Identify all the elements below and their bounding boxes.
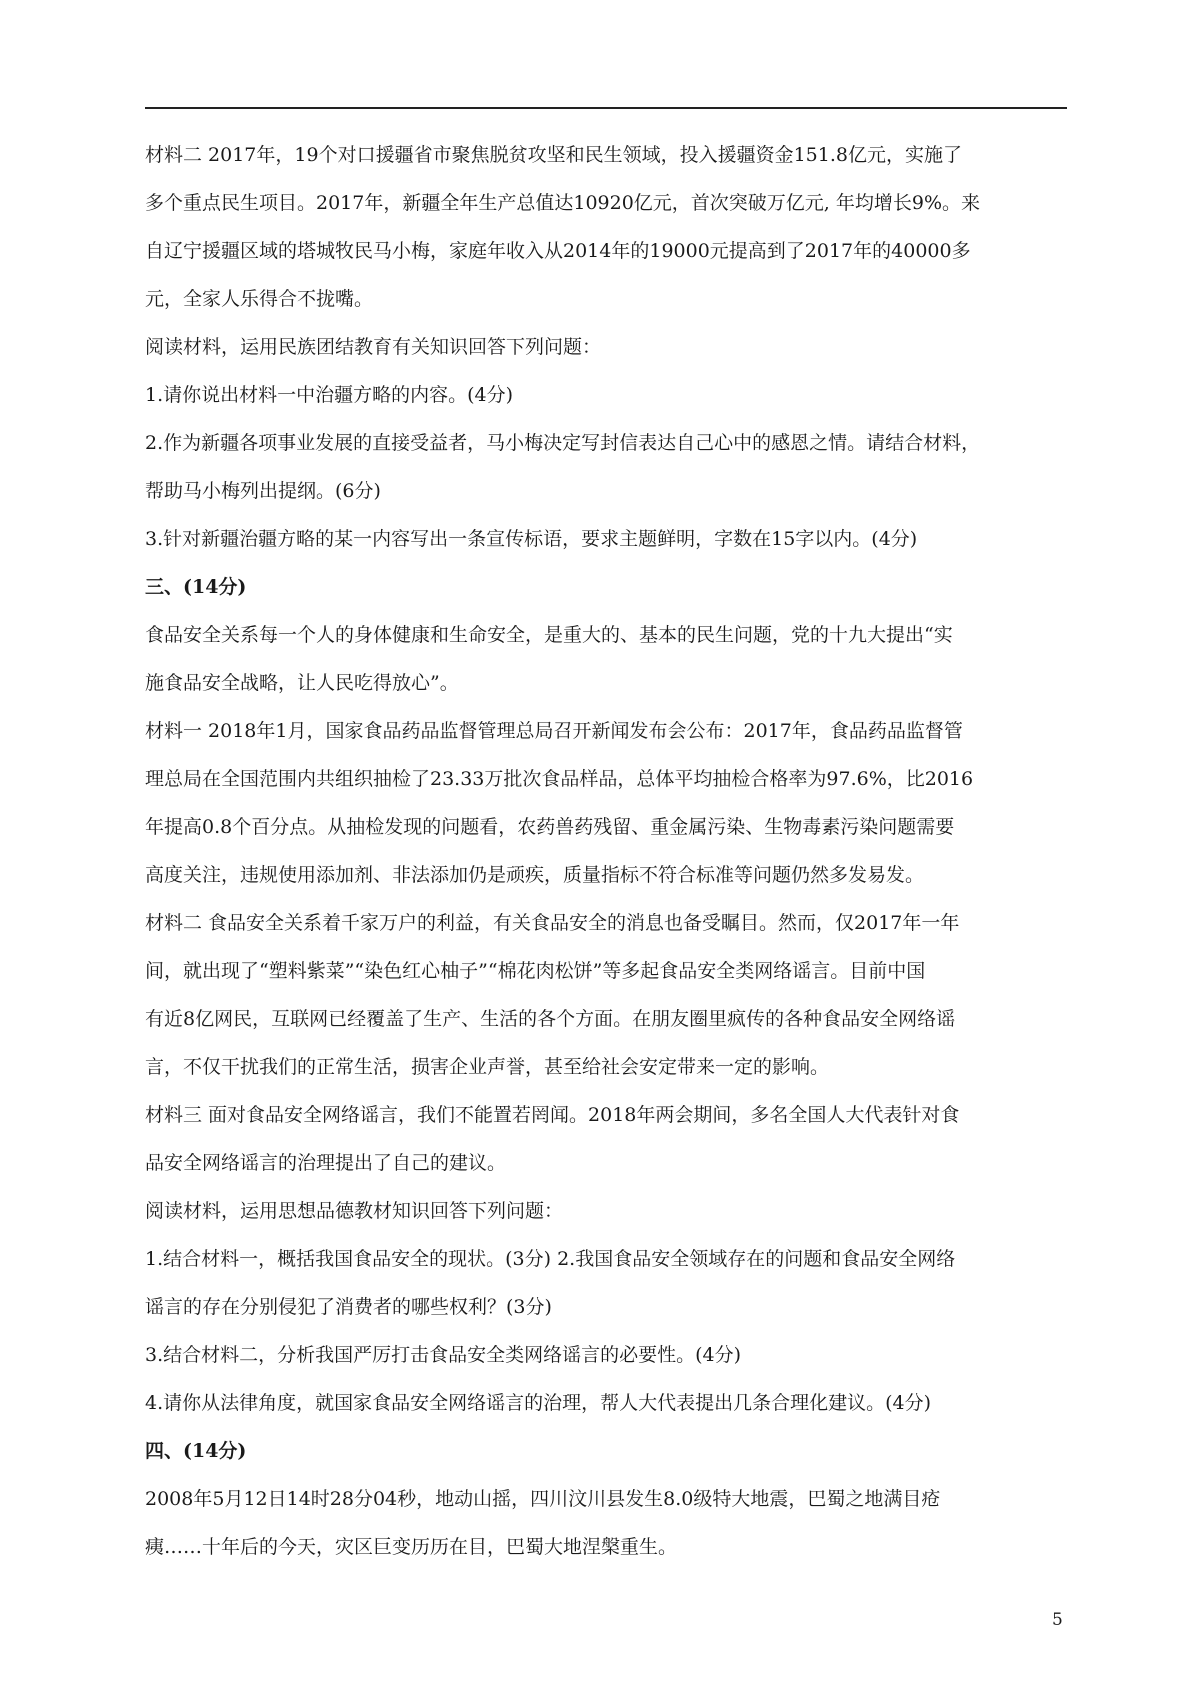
text-line: 阅读材料，运用思想品德教材知识回答下列问题： (145, 1200, 564, 1222)
text-line: 4.请你从法律角度，就国家食品安全网络谣言的治理，帮人大代表提出几条合理化建议。(4分) (145, 1392, 932, 1414)
text-line: 帮助马小梅列出提纲。(6分) (145, 480, 381, 502)
text-line: 元，全家人乐得合不拢嘴。 (145, 288, 374, 310)
section-heading: 三、(14分) (145, 576, 247, 598)
text-line: 施食品安全战略，让人民吃得放心”。 (145, 672, 459, 694)
text-line: 1.结合材料一，概括我国食品安全的现状。(3分) 2.我国食品安全领域存在的问题和食品安全网络 (145, 1248, 956, 1270)
text-line: 2.作为新疆各项事业发展的直接受益者，马小梅决定写封信表达自己心中的感恩之情。请结合材料， (145, 432, 981, 454)
text-line: 间，就出现了“塑料紫菜”“染色红心柚子”“棉花肉松饼”等多起食品安全类网络谣言。目前中国 (145, 960, 926, 982)
text-line: 3.结合材料二，分析我国严厉打击食品安全类网络谣言的必要性。(4分) (145, 1344, 742, 1366)
document-body (145, 131, 1067, 1571)
page-number: 5 (1052, 1610, 1063, 1630)
text-line: 品安全网络谣言的治理提出了自己的建议。 (145, 1152, 507, 1174)
text-line: 痍……十年后的今天，灾区巨变历历在目，巴蜀大地涅槃重生。 (145, 1536, 678, 1558)
text-line: 自辽宁援疆区域的塔城牧民马小梅，家庭年收入从2014年的19000元提高到了2017年的40000多 (145, 240, 971, 262)
text-line: 理总局在全国范围内共组织抽检了23.33万批次食品样品，总体平均抽检合格率为97.6%，比2016 (145, 768, 974, 790)
text-line: 阅读材料，运用民族团结教育有关知识回答下列问题： (145, 336, 602, 358)
text-line: 材料二 食品安全关系着千家万户的利益，有关食品安全的消息也备受瞩目。然而，仅2017年一年 (145, 912, 960, 934)
section-heading: 四、(14分) (145, 1440, 247, 1462)
text-line: 谣言的存在分别侵犯了消费者的哪些权利？(3分) (145, 1296, 552, 1318)
text-line: 言，不仅干扰我们的正常生活，损害企业声誉，甚至给社会安定带来一定的影响。 (145, 1056, 830, 1078)
text-line: 材料二 2017年，19个对口援疆省市聚焦脱贫攻坚和民生领域，投入援疆资金151.8亿元，实施了 (145, 144, 962, 166)
text-line: 有近8亿网民，互联网已经覆盖了生产、生活的各个方面。在朋友圈里疯传的各种食品安全网络谣 (145, 1008, 956, 1030)
text-line: 材料一 2018年1月，国家食品药品监督管理总局召开新闻发布会公布：2017年，食品药品监督管 (145, 720, 963, 742)
text-line: 多个重点民生项目。2017年，新疆全年生产总值达10920亿元，首次突破万亿元, 年均增长9%。来 (145, 192, 981, 214)
text-line: 高度关注，违规使用添加剂、非法添加仍是顽疾，质量指标不符合标准等问题仍然多发易发。 (145, 864, 925, 886)
text-line: 2008年5月12日14时28分04秒，地动山摇，四川汶川县发生8.0级特大地震，巴蜀之地满目疮 (145, 1488, 941, 1510)
text-line: 年提高0.8个百分点。从抽检发现的问题看，农药兽药残留、重金属污染、生物毒素污染问题需要 (145, 816, 955, 838)
text-line: 食品安全关系每一个人的身体健康和生命安全，是重大的、基本的民生问题，党的十九大提出“实 (145, 624, 953, 646)
text-line: 3.针对新疆治疆方略的某一内容写出一条宣传标语，要求主题鲜明，字数在15字以内。(4分) (145, 528, 918, 550)
header-rule (145, 107, 1067, 109)
text-line: 材料三 面对食品安全网络谣言，我们不能置若罔闻。2018年两会期间，多名全国人大代表针对食 (145, 1104, 960, 1126)
text-line: 1.请你说出材料一中治疆方略的内容。(4分) (145, 384, 514, 406)
